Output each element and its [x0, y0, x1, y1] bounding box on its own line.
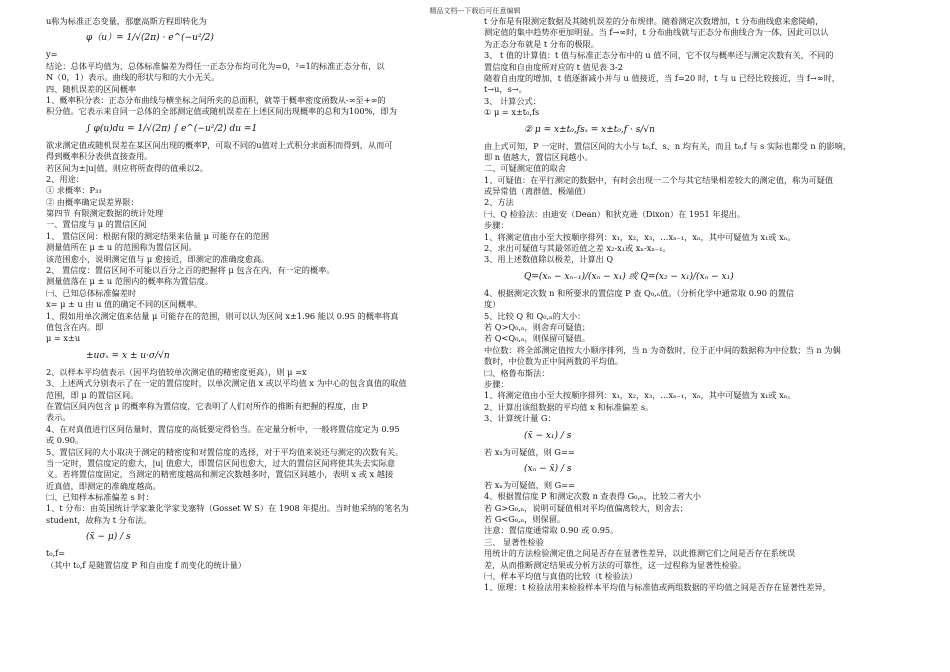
left-text-line: 或 0.90。: [46, 435, 84, 446]
left-text-line: 结论：总体平均值为、总体标准偏差为得任一正态分布均可化为=0，²=1的标准正态分布，以: [46, 60, 385, 71]
right-text-line: 1、可疑值：在平行测定的数据中，有时会出现一二个与其它结果相差较大的测定值，称为可疑值: [484, 174, 834, 185]
right-text-line: 若 Q<Q₀,ₙ，则保留可疑值。: [484, 333, 591, 344]
formula-f6: Q=(xₙ − xₙ₋₁)/(xₙ − x₁) 或 Q=(x₂ − x₁)/(xₙ − x₁): [524, 271, 734, 282]
right-text-line: 若 Q>Q₀,ₙ，则舍弃可疑值；: [484, 321, 591, 332]
right-text-line: 即 n 值越大，置信区间越小。: [484, 151, 593, 162]
left-text-line: ① 求概率：P₃₃: [46, 185, 102, 196]
left-text-line: student，故称为 t 分布法。: [46, 514, 152, 525]
right-text-line: ㈠、Q 检验法：由迪安（Dean）和狄克逊（Dixon）在 1951 年提出。: [484, 208, 746, 219]
left-text-line: 值包含在内。即: [46, 321, 104, 332]
formula-f2: ∫ φ(u)du = 1/√(2π) ∫ e^(−u²/2) du =1: [86, 123, 258, 134]
right-text-line: 1、原理：t 检验法用来检验样本平均值与标准值或两组数据的平均值之间是否存在显著性差异，: [484, 582, 831, 593]
right-column: [484, 16, 914, 594]
left-text-line: 积分值。它表示来自同一总体的全部测定值或随机误差在上述区间出现概率的总和为100%，即为: [46, 106, 397, 117]
left-text-line: 4、在对真值进行区间估量时，置信度的高低要定得恰当。在定量分析中，一般将置信度定为 0.95: [46, 423, 400, 434]
left-text-line: 近真值，即测定的准确度越高。: [46, 480, 161, 491]
right-text-line: 1、将测定值由小至大按顺序排列：x₁，x₂，x₃，…xₙ₋₁，xₙ，其中可疑值为 x₁或 xₙ。: [484, 231, 796, 242]
right-text-line: 4、根据测定次数 n 和所要求的置信度 P 查 Q₀,ₙ值。（分析化学中通常取 0.90 的置信: [484, 287, 795, 298]
left-text-line: 一、置信度与 μ 的置信区间: [46, 219, 147, 230]
right-text-line: 若 G<G₀,ₙ，则保留。: [484, 514, 566, 525]
left-text-line: ② 由概率确定误差界限：: [46, 196, 139, 207]
left-text-line: 5、置信区间的大小取决于测定的精密度和对置信度的选择，对于平均值来说还与测定的次数有关。: [46, 446, 404, 457]
right-text-line: 置信度和自由度所对应的 t 值见表 3-2: [484, 61, 623, 72]
right-text-line: t→u，s→。: [484, 84, 527, 95]
right-text-line: 差，从而推断测定结果或分析方法的可靠性，这一过程称为显著性检验。: [484, 559, 747, 570]
right-text-line: 由上式可知，P 一定时，置信区间的大小与 t₀,f、s、n 均有关，而且 t₀,f 与 s 实际也都受 n 的影响，: [484, 140, 852, 151]
left-text-line: （其中 t₀,f 是随置信度 P 和自由度 f 而变化的统计量）: [46, 559, 247, 570]
left-text-line: 当一定时，置信度定的愈大，|u| 值愈大，即置信区间也愈大，过大的置信区间将使其失去实际意: [46, 457, 396, 468]
right-text-line: 3、计算统计量 G：: [484, 413, 556, 424]
right-text-line: ㈡、格鲁布斯法：: [484, 367, 550, 378]
left-column: [46, 16, 464, 571]
right-text-line: 2、计算出该组数据的平均值 x 和标准偏差 s。: [484, 401, 654, 412]
left-text-line: x= μ ± u 由 u 值的确定不同的区间概率。: [46, 299, 203, 310]
right-text-line: 2、求出可疑值与其最邻近值之差 x₂-x₁或 xₙ-xₙ₋₁。: [484, 243, 671, 254]
right-text-line: 数时，中位数为正中间两数的平均值。: [484, 356, 624, 367]
formula-f1: φ（u）= 1/√(2π) · e^(−u²/2): [86, 33, 214, 44]
left-text-line: 1、假如用单次测定值来估量 μ 可能存在的范围，则可以认为区间 x±1.96 能以 0.95 的概率将真: [46, 310, 399, 321]
formula-f5: ② μ = x±t₀,fsₓ = x±t₀,f · s/√n: [524, 124, 655, 135]
right-text-line: ㈠、样本平均值与真值的比较（t 检验法）: [484, 571, 638, 582]
right-text-line: 步骤：: [484, 378, 509, 389]
left-text-line: 测量值所在 μ ± u 的范围称为置信区间。: [46, 242, 197, 253]
right-text-line: 中位数：将全部测定值按大小顺序排列，当 n 为奇数时，位于正中间的数据称为中位数；当 n 为偶: [484, 344, 841, 355]
left-text-line: 1、t 分布：由英国统计学家兼化学家戈塞特（Gosset W S）在 1908 年提出。当时他采纳的笔名为: [46, 503, 409, 514]
left-text-line: y=: [46, 49, 58, 60]
left-text-line: 2、用途：: [46, 173, 84, 184]
left-text-line: 义。若将置信度固定，当测定的精密度越高和测定次数越多时，置信区间越小，表明 x 或 x 越接: [46, 469, 394, 480]
right-text-line: 3、用上述数值除以极差，计算出 Q: [484, 254, 614, 265]
formula-f3: ±uσₓ = x ± u·σ/√n: [86, 350, 170, 361]
right-text-line: t 分布是有限测定数据及其随机误差的分布规律。随着测定次数增加，t 分布曲线愈来愈陡峭，: [484, 16, 824, 26]
formula-f4: (x̄ − μ) / s: [86, 532, 131, 543]
page-header: 精品文档---下载后可任意编辑: [429, 7, 521, 15]
right-text-line: ① μ = x±t₀,fs: [484, 107, 540, 118]
left-text-line: ㈠、已知总体标准偏差时: [46, 287, 137, 298]
right-text-line: 二、可疑测定值的取舍: [484, 163, 566, 174]
right-text-line: 3、 t 值的计算值：t 值与标准正态分布中的 u 值不同，它不仅与概率还与测定次数有关，不同的: [484, 50, 834, 61]
left-text-line: 表示。: [46, 412, 71, 423]
right-text-line: 若 x₁为可疑值，则 G==: [484, 446, 575, 457]
left-text-line: 3、上述两式分别表示了在一定的置信度时，以单次测定值 x 或以平均值 x 为中心的包含真值的取值: [46, 378, 407, 389]
left-text-line: u称为标准正态变量，那麽高斯方程即转化为: [46, 16, 207, 26]
left-text-line: N（0，1）表示。曲线的形状与和的大小无关。: [46, 72, 220, 83]
left-text-line: 得到概率积分表供直接查用。: [46, 151, 153, 162]
left-text-line: 1、 置信区间：根据有限的测定结果来估量 μ 可能存在的范围: [46, 230, 270, 241]
left-text-line: μ = x±u: [46, 333, 81, 344]
left-text-line: 2、 置信度：置信区间不可能以百分之百的把握将 μ 包含在内，有一定的概率。: [46, 265, 335, 276]
right-text-line: 注意：置信度通常取 0.90 或 0.95。: [484, 525, 619, 536]
right-text-line: 4、根据置信度 P 和测定次数 n 查表得 G₀,ₙ，比较二者大小: [484, 491, 701, 502]
left-text-line: 第四节 有限测定数据的统计处理: [46, 208, 164, 219]
left-text-line: 该范围愈小，说明测定值与 μ 愈接近，即测定的准确度愈高。: [46, 253, 270, 264]
right-text-line: 5、比较 Q 和 Q₀,ₙ的大小：: [484, 310, 586, 321]
left-text-line: 1、概率积分表：正态分布曲线与横坐标之间所夹的总面积，就等于概率密度函数从-∞至+∞的: [46, 94, 386, 105]
left-text-line: t₀,f=: [46, 548, 66, 559]
right-text-line: 1、将测定值由小至大按顺序排列：x₁，x₂，x₃，…xₙ₋₁，xₙ，其中可疑值为 x₁或 xₙ。: [484, 390, 796, 401]
left-text-line: 四、随机误差的区间概率: [46, 83, 137, 94]
right-text-line: 为正态分布就是 t 分布的极限。: [484, 38, 599, 49]
left-text-line: ㈡、已知样本标准偏差 s 时：: [46, 492, 154, 503]
right-text-line: 3、 计算公式：: [484, 95, 541, 106]
left-text-line: 范围，即 μ 的置信区间。: [46, 389, 139, 400]
right-text-line: 三、 显著性检验: [484, 536, 544, 547]
left-text-line: 欲求测定值或随机误差在某区间出现的概率P，可取不同的u值对上式积分求面积而得到，从而可: [46, 139, 393, 150]
right-text-line: 测定值的集中趋势亦更加明显。当 f→∞时，t 分布曲线就与正态分布曲线合为一体，因此可以认: [484, 27, 829, 38]
right-text-line: 度）: [484, 299, 501, 310]
right-text-line: 2、方法: [484, 197, 514, 208]
left-text-line: 测量值落在 μ ± u 范围内的概率称为置信度。: [46, 276, 214, 287]
formula-f7: (x̄ − x₁) / s: [524, 430, 572, 441]
right-text-line: 或异常值（离群值、极端值）: [484, 186, 591, 197]
left-text-line: 2、以样本平均值表示（因平均值较单次测定值的精密度更高），则 μ =x: [46, 366, 307, 377]
formula-f8: (xₙ − x̄) / s: [524, 463, 572, 474]
right-text-line: 若 G>G₀,ₙ，说明可疑值相对平均值偏离较大，则舍去；: [484, 502, 688, 513]
left-text-line: 若区间为±|u|值，则应将所查得的值乘以2。: [46, 162, 209, 173]
right-text-line: 随着自由度的增加，t 值逐渐减小并与 u 值接近，当 f=20 时，t 与 u 已经比较接近，当 f→∞时，: [484, 72, 840, 83]
right-text-line: 步骤：: [484, 220, 509, 231]
right-text-line: 用统计的方法检验测定值之间是否存在显著性差异，以此推测它们之间是否存在系统误: [484, 548, 796, 559]
right-text-line: 若 xₙ为可疑值，则 G==: [484, 479, 575, 490]
left-text-line: 在置信区间内包含 μ 的概率称为置信度，它表明了人们对所作的推断有把握的程度，由 P: [46, 400, 368, 411]
